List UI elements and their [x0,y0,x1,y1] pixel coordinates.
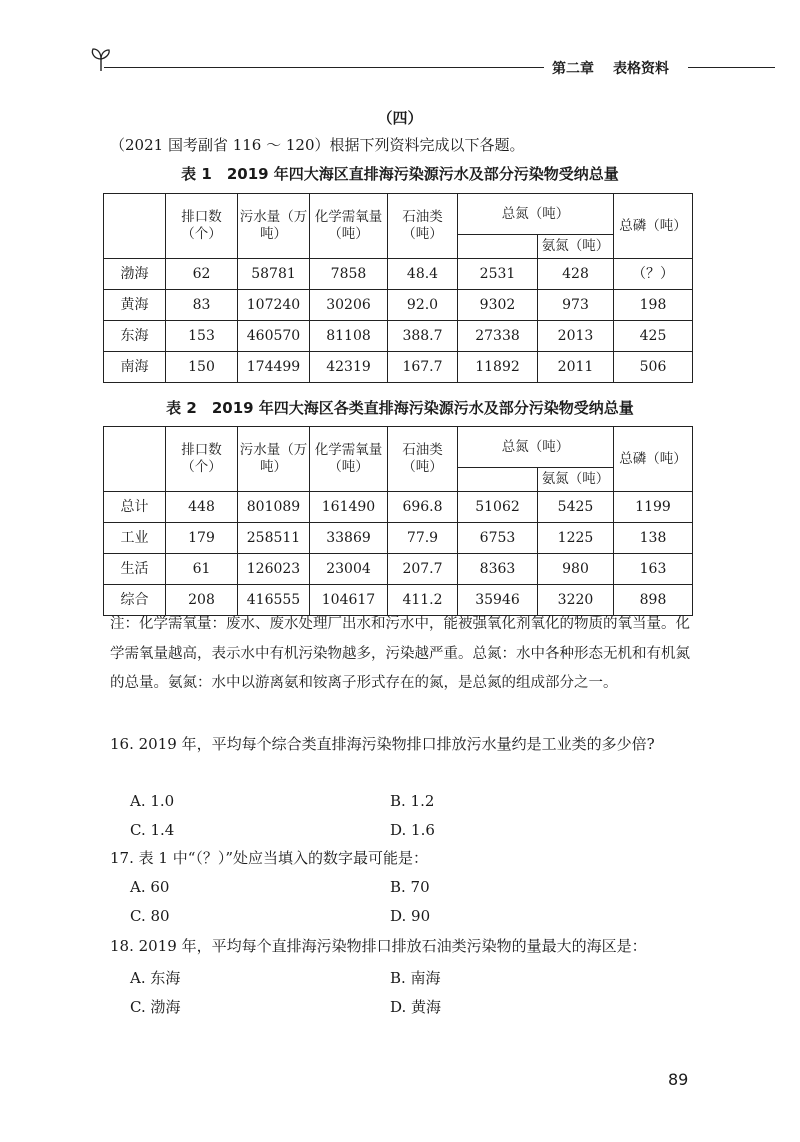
table1-header-cod: 化学需氧量（吨） [310,194,388,259]
table-cell: 2013 [538,321,614,352]
row-label: 南海 [104,352,166,383]
table1-header-outlets: 排口数（个） [166,194,238,259]
table-cell: 33869 [310,523,388,554]
intro-text: （2021 国考副省 116 ～ 120）根据下列资料完成以下各题。 [110,136,525,154]
table-cell: 179 [166,523,238,554]
table-cell: 207.7 [388,554,458,585]
table-cell: 48.4 [388,259,458,290]
table-cell: 3220 [538,585,614,616]
table-cell: 1225 [538,523,614,554]
table-cell: 2011 [538,352,614,383]
question-16-option-d: D. 1.6 [390,821,435,839]
section-label: 表格资料 [613,61,669,77]
table-cell: 506 [614,352,693,383]
table-cell: 1199 [614,492,693,523]
table-cell: 2531 [458,259,538,290]
header-rule-right [688,67,775,68]
table-cell: 11892 [458,352,538,383]
table-cell: 425 [614,321,693,352]
table-cell: 428 [538,259,614,290]
table2-corner-cell [104,427,166,492]
question-17-option-b: B. 70 [390,878,430,896]
table2-title: 表 2 2019 年四大海区各类直排海污染源污水及部分污染物受纳总量 [166,399,634,417]
table1 [103,193,693,383]
question-18-option-d: D. 黄海 [390,998,442,1016]
table-cell: 51062 [458,492,538,523]
table-cell: 208 [166,585,238,616]
table-cell: （？） [614,259,693,290]
question-16-option-b: B. 1.2 [390,792,435,810]
table-cell: 61 [166,554,238,585]
table-cell: 898 [614,585,693,616]
question-18: 18. 2019 年，平均每个直排海污染物排口排放石油类污染物的量最大的海区是： [110,937,647,955]
table-cell: 9302 [458,290,538,321]
table-cell: 167.7 [388,352,458,383]
table-cell: 77.9 [388,523,458,554]
question-18-option-a: A. 东海 [130,969,181,987]
table-cell: 8363 [458,554,538,585]
question-16-option-c: C. 1.4 [130,821,175,839]
table-cell: 980 [538,554,614,585]
question-16-option-a: A. 1.0 [130,792,175,810]
table-cell: 30206 [310,290,388,321]
part-title: （四） [377,109,423,127]
table-cell: 92.0 [388,290,458,321]
row-label: 生活 [104,554,166,585]
table-cell: 150 [166,352,238,383]
question-18-option-b: B. 南海 [390,969,441,987]
table-cell: 35946 [458,585,538,616]
table-cell: 81108 [310,321,388,352]
table-cell: 5425 [538,492,614,523]
table-cell: 27338 [458,321,538,352]
table1-header-oil: 石油类（吨） [388,194,458,259]
table1-header-nitrogen: 总氮（吨） [458,194,614,235]
table-cell: 23004 [310,554,388,585]
table-cell: 198 [614,290,693,321]
table-row [104,523,693,554]
question-18-option-c: C. 渤海 [130,998,181,1016]
table-row [104,352,693,383]
question-16: 16. 2019 年，平均每个综合类直排海污染物排口排放污水量约是工业类的多少倍? [110,735,655,753]
table-cell: 42319 [310,352,388,383]
question-17-option-a: A. 60 [130,878,170,896]
table-cell: 126023 [238,554,310,585]
row-label: 渤海 [104,259,166,290]
table1-corner-cell [104,194,166,259]
table-cell: 161490 [310,492,388,523]
table2-header-oil: 石油类（吨） [388,427,458,492]
table-cell: 448 [166,492,238,523]
table-cell: 258511 [238,523,310,554]
table-row [104,259,693,290]
table2-header-phosphorus: 总磷（吨） [614,427,693,492]
table-cell: 62 [166,259,238,290]
table2-header-sewage: 污水量（万吨） [238,427,310,492]
table-cell: 388.7 [388,321,458,352]
page-number: 89 [668,1070,689,1089]
table1-header-phosphorus: 总磷（吨） [614,194,693,259]
table-row [104,321,693,352]
table-cell: 174499 [238,352,310,383]
table-cell: 460570 [238,321,310,352]
table1-header-ammonia: 氨氮（吨） [538,235,614,259]
table-cell: 7858 [310,259,388,290]
question-17: 17. 表 1 中“（？）”处应当填入的数字最可能是： [110,849,429,867]
table-row [104,290,693,321]
table-cell: 83 [166,290,238,321]
table1-header-sewage: 污水量（万吨） [238,194,310,259]
table-cell: 104617 [310,585,388,616]
table2-header-nitrogen-total-spacer [458,468,538,492]
table-note: 注：化学需氧量：废水、废水处理厂出水和污水中，能被强氧化剂氧化的物质的氧当量。化学需氧量越高，表示水中有机污染物越多，污染越严重。总氮：水中各种形态无机和有机氮的总量。氨氮：水中以游离氨和铵离子形式存在的氮，是总氮的组成部分之一。 [110,616,690,691]
table-cell: 153 [166,321,238,352]
table2-header-cod: 化学需氧量（吨） [310,427,388,492]
row-label: 工业 [104,523,166,554]
table-cell: 58781 [238,259,310,290]
table-cell: 696.8 [388,492,458,523]
table-row [104,492,693,523]
table-cell: 6753 [458,523,538,554]
table-cell: 163 [614,554,693,585]
table-cell: 107240 [238,290,310,321]
question-17-option-c: C. 80 [130,907,170,925]
row-label: 综合 [104,585,166,616]
row-label: 黄海 [104,290,166,321]
sprout-icon [90,46,112,72]
table2-header-nitrogen: 总氮（吨） [458,427,614,468]
question-17-option-d: D. 90 [390,907,431,925]
table-cell: 416555 [238,585,310,616]
table-row [104,554,693,585]
row-label: 东海 [104,321,166,352]
table2-header-ammonia: 氨氮（吨） [538,468,614,492]
table-cell: 801089 [238,492,310,523]
running-header [90,46,775,76]
table-cell: 138 [614,523,693,554]
row-label: 总计 [104,492,166,523]
chapter-label: 第二章 [552,61,594,77]
table-cell: 411.2 [388,585,458,616]
table2 [103,426,693,616]
header-rule-left [104,67,544,68]
table1-title: 表 1 2019 年四大海区直排海污染源污水及部分污染物受纳总量 [181,165,619,183]
table2-header-outlets: 排口数（个） [166,427,238,492]
table-cell: 973 [538,290,614,321]
table1-header-nitrogen-total-spacer [458,235,538,259]
